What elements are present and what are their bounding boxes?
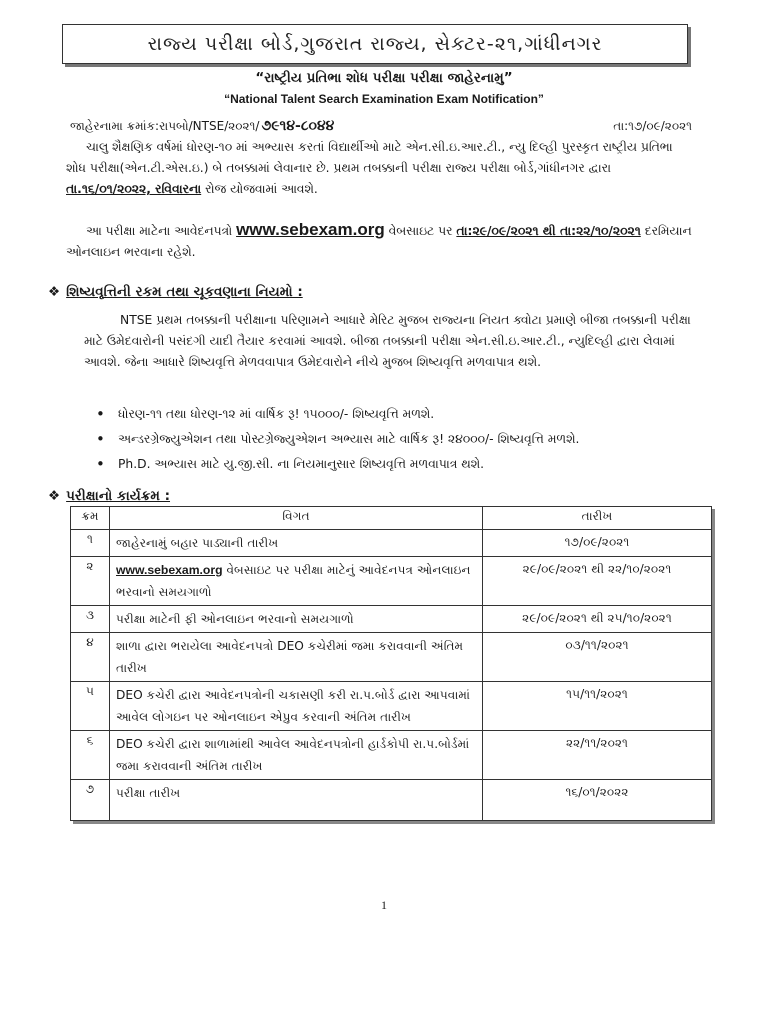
header-title-box (62, 24, 688, 64)
row-detail: પરીક્ષા તારીખ (110, 780, 483, 821)
row-date: ૧૬/૦૧/૨૦૨૨ (483, 780, 712, 821)
intro-p2-mid: વેબસાઇટ પર (384, 224, 457, 238)
page-number: 1 (381, 898, 387, 912)
table-row (71, 557, 712, 606)
table-row (71, 633, 712, 682)
intro-p2-start: આ પરીક્ષા માટેના આવેદનપત્રો (86, 224, 237, 238)
header-title: રાજ્ય પરીક્ષા બોર્ડ,ગુજરાત રાજ્ય, સેક્ટર-૨૧,ગાંધીનગર (147, 33, 603, 55)
row-detail: DEO કચેરી દ્વારા શાળામાંથી આવેલ આવેદનપત્રોની હાર્ડકોપી રા.પ.બોર્ડમાં જમા કરાવવાની અંતિમ તારીખ (110, 731, 483, 780)
row-date: ૨૯/૦૯/૨૦૨૧ થી ૨૫/૧૦/૨૦૨૧ (483, 606, 712, 633)
column-header-detail: વિગત (110, 507, 483, 530)
row-date: ૨૯/૦૯/૨૦૨૧ થી ૨૨/૧૦/૨૦૨૧ (483, 557, 712, 606)
row-detail: DEO કચેરી દ્વારા આવેદનપત્રોની ચકાસણી કરી રા.પ.બોર્ડ દ્વારા આપવામાં આવેલ લોગઇન પર ઓનલાઇન એપ્રુવ કરવાની અંતિમ તારીખ (110, 682, 483, 731)
diamond-bullet-icon: ❖ (48, 488, 61, 504)
subtitle-english: “National Talent Search Examination Exam Notification” (224, 92, 544, 106)
row-date: ૨૨/૧૧/૨૦૨૧ (483, 731, 712, 780)
table-row (71, 780, 712, 821)
row-date: ૦૩/૧૧/૨૦૨૧ (483, 633, 712, 682)
scholarship-heading (48, 284, 303, 300)
row-number: ૩ (71, 606, 110, 633)
table-row (71, 731, 712, 780)
subtitle-gujarati: “રાષ્ટ્રીય પ્રતિભા શોધ પરીક્ષા પરીક્ષા જાહેરનામુ” (255, 70, 513, 86)
notice-handwritten-number: ૭૯૧૪-૮૦૪૪ (261, 118, 335, 134)
schedule-heading-text: પરીક્ષાનો કાર્યક્રમ : (66, 488, 171, 504)
row-number: ૭ (71, 780, 110, 821)
exam-date-highlight: તા.૧૬/૦૧/૨૦૨૨, રવિવારના (66, 182, 202, 196)
website-link[interactable]: www.sebexam.org (236, 220, 385, 239)
list-item: • અન્ડરગ્રેજ્યુએશન તથા પોસ્ટગ્રેજ્યુએશન અભ્યાસ માટે વાર્ષિક રૂ! ૨૪૦૦૦/- શિષ્યવૃત્તિ મળશે. (96, 427, 686, 452)
row-date: ૧૭/૦૯/૨૦૨૧ (483, 530, 712, 557)
notice-number-row (70, 118, 692, 134)
intro-paragraph-2 (66, 219, 694, 263)
intro-paragraph-1 (66, 137, 694, 200)
list-item: • Ph.D. અભ્યાસ માટે યુ.જી.સી. ના નિયમાનુસાર શિષ્યવૃત્તિ મળવાપાત્ર થશે. (96, 452, 686, 477)
intro-p1-text: ચાલુ શૈક્ષણિક વર્ષમાં ધોરણ-૧૦ માં અભ્યાસ કરતાં વિદ્યાર્થીઓ માટે એન.સી.ઇ.આર.ટી., ન્યુ દિલ્હી પુરસ્કૃત રાષ્ટ્રીય પ્રતિભા શોધ પરીક્ષા(એન.ટી.એસ.ઇ.) બે તબક્કામાં લેવાનાર છે. પ્રથમ તબક્કાની પરીક્ષા રાજ્ય પરીક્ષા બોર્ડ,ગાંધીનગર દ્વારા (66, 140, 673, 175)
scholarship-paragraph: NTSE પ્રથમ તબક્કાની પરીક્ષાના પરિણામને આધારે મેરિટ મુજબ રાજ્યના નિયત ક્વોટા પ્રમાણે બીજા તબક્કાની પરીક્ષા માટે ઉમેદવારોની પસંદગી યાદી તૈયાર કરવામાં આવશે. બીજા તબક્કાની પરીક્ષા એન.સી.ઇ.આર.ટી., ન્યુદિલ્હી દ્વારા લેવામાં આવશે. જેના આધારે શિષ્યવૃત્તિ મેળવવાપાત્ર ઉમેદવારોને નીચે મુજબ શિષ્યવૃત્તિ મળવાપાત્ર થશે. (84, 313, 691, 369)
table-header-row (71, 507, 712, 530)
list-item: • ધોરણ-૧૧ તથા ધોરણ-૧૨ માં વાર્ષિક રૂ! ૧૫૦૦૦/- શિષ્યવૃત્તિ મળશે. (96, 402, 686, 427)
column-header-num: ક્રમ (71, 507, 110, 530)
row-detail: પરીક્ષા માટેની ફી ઓનલાઇન ભરવાનો સમયગાળો (110, 606, 483, 633)
diamond-bullet-icon: ❖ (48, 284, 61, 300)
row-detail (110, 557, 483, 606)
scholarship-heading-text: શિષ્યવૃત્તિની રકમ તથા ચૂકવણાના નિયમો : (66, 284, 303, 300)
row-detail: શાળા દ્વારા ભરાયેલા આવેદનપત્રો DEO કચેરીમાં જમા કરાવવાની અંતિમ તારીખ (110, 633, 483, 682)
table-row (71, 682, 712, 731)
row-detail: જાહેરનામું બહાર પાડ્યાની તારીખ (110, 530, 483, 557)
column-header-date: તારીખ (483, 507, 712, 530)
scholarship-bullet-list (96, 402, 686, 477)
schedule-heading (48, 488, 170, 504)
row-date: ૧૫/૧૧/૨૦૨૧ (483, 682, 712, 731)
row-number: ૫ (71, 682, 110, 731)
table-row (71, 606, 712, 633)
row-number: ૪ (71, 633, 110, 682)
notice-number (70, 118, 334, 134)
row-number: ૬ (71, 731, 110, 780)
row-detail-text: વેબસાઇટ પર પરીક્ષા માટેનું આવેદનપત્ર ઓનલાઇન ભરવાનો સમયગાળો (116, 563, 471, 599)
intro-p1-end: રોજ યોજવામાં આવશે. (201, 182, 318, 196)
intro-p2-end: દરમિયાન ઓનલાઇન ભરવાના રહેશે. (66, 224, 692, 259)
notice-date: તા:૧૭/૦૯/૨૦૨૧ (613, 119, 692, 133)
row-number: ૨ (71, 557, 110, 606)
application-dates: તા:૨૯/૦૯/૨૦૨૧ થી તા:૨૨/૧૦/૨૦૨૧ (456, 224, 641, 238)
table-row (71, 530, 712, 557)
notice-prefix: જાહેરનામા ક્રમાંક:રાપબો/NTSE/૨૦૨૧/ (70, 119, 260, 133)
schedule-table (70, 506, 712, 821)
row-number: ૧ (71, 530, 110, 557)
website-link[interactable]: www.sebexam.org (116, 563, 223, 577)
